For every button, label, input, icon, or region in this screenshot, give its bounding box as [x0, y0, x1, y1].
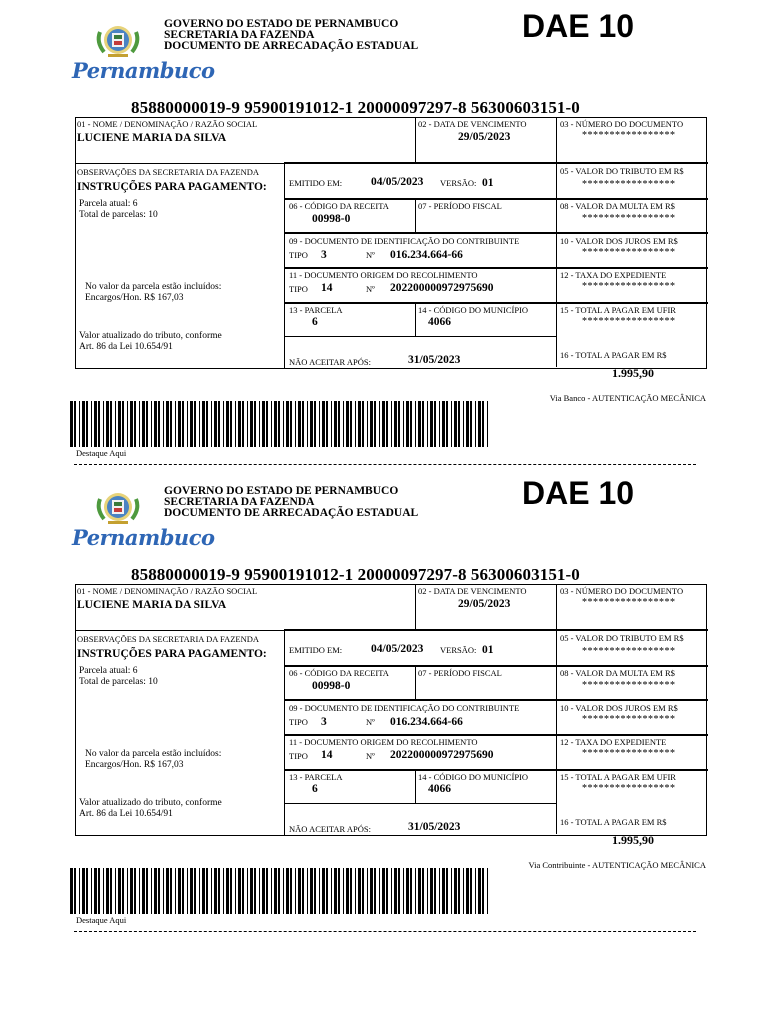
- instrucoes-title: INSTRUÇÕES PARA PAGAMENTO:: [77, 181, 267, 193]
- doc-ident-tipo-label: TIPO: [289, 250, 308, 260]
- atualizado-text-2: Art. 86 da Lei 10.654/91: [79, 809, 173, 819]
- pernambuco-logo: [70, 20, 215, 83]
- dae-copy-banco: [0, 0, 768, 470]
- emitido-em-label: EMITIDO EM:: [289, 645, 343, 655]
- encargos-text-2: Encargos/Hon. R$ 167,03: [85, 760, 184, 770]
- pernambuco-logo: [70, 487, 215, 550]
- digitable-line: 85880000019-9 95900191012-1 20000097297-8 56300603151-0: [131, 98, 580, 117]
- parcela-value: 6: [312, 316, 318, 328]
- valor-juros-value: *****************: [582, 714, 676, 725]
- total-rs-value: 1.995,90: [612, 366, 654, 380]
- numero-doc-label: 03 - NÚMERO DO DOCUMENTO: [560, 119, 684, 129]
- barcode-icon: [70, 868, 490, 914]
- numero-doc-value: *****************: [582, 130, 676, 141]
- dae-form: [75, 117, 707, 380]
- observacoes-label: OBSERVAÇÕES DA SECRETARIA DA FAZENDA: [77, 634, 260, 644]
- parcela-value: 6: [312, 783, 318, 795]
- doc-origem-numero-value: 202200000972975690: [390, 282, 494, 294]
- atualizado-text-2: Art. 86 da Lei 10.654/91: [79, 342, 173, 352]
- emitido-em-label: EMITIDO EM:: [289, 178, 343, 188]
- codigo-municipio-label: 14 - CÓDIGO DO MUNICÍPIO: [418, 305, 529, 315]
- versao-label: VERSÃO:: [440, 645, 477, 655]
- atualizado-text-1: Valor atualizado do tributo, conforme: [79, 798, 222, 808]
- logo-wordmark: Pernambuco: [72, 58, 215, 83]
- doc-origem-numero-value: 202200000972975690: [390, 749, 494, 761]
- valor-tributo-value: *****************: [582, 179, 676, 190]
- valor-juros-label: 10 - VALOR DOS JUROS EM R$: [560, 236, 678, 246]
- parcela-label: 13 - PARCELA: [289, 772, 343, 782]
- versao-value: 01: [482, 177, 494, 189]
- valor-multa-label: 08 - VALOR DA MULTA EM R$: [560, 201, 675, 211]
- nao-aceitar-value: 31/05/2023: [408, 354, 461, 366]
- doc-ident-label: 09 - DOCUMENTO DE IDENTIFICAÇÃO DO CONTRIBUINTE: [289, 703, 520, 713]
- taxa-expediente-label: 12 - TAXA DO EXPEDIENTE: [560, 737, 667, 747]
- doc-origem-tipo-value: 14: [321, 749, 333, 761]
- nome-label: 01 - NOME / DENOMINAÇÃO / RAZÃO SOCIAL: [77, 586, 258, 596]
- numero-doc-label: 03 - NÚMERO DO DOCUMENTO: [560, 586, 684, 596]
- cut-line: [74, 931, 696, 932]
- codigo-receita-label: 06 - CÓDIGO DA RECEITA: [289, 201, 389, 211]
- instrucoes-title: INSTRUÇÕES PARA PAGAMENTO:: [77, 648, 267, 660]
- dae-copy-contribuinte: [0, 467, 768, 937]
- valor-juros-label: 10 - VALOR DOS JUROS EM R$: [560, 703, 678, 713]
- vencimento-label: 02 - DATA DE VENCIMENTO: [418, 586, 527, 596]
- codigo-municipio-value: 4066: [428, 316, 451, 328]
- header-line-secretaria: SECRETARIA DA FAZENDA: [164, 29, 315, 41]
- periodo-fiscal-label: 07 - PERÍODO FISCAL: [418, 668, 502, 678]
- parcela-atual-text: Parcela atual: 6: [79, 666, 138, 676]
- via-autenticacao: Via Contribuinte - AUTENTICAÇÃO MECÂNICA: [528, 860, 706, 870]
- destaque-aqui: Destaque Aqui: [76, 448, 127, 458]
- doc-ident-tipo-value: 3: [321, 249, 327, 261]
- codigo-receita-label: 06 - CÓDIGO DA RECEITA: [289, 668, 389, 678]
- doc-ident-tipo-label: TIPO: [289, 717, 308, 727]
- total-ufir-value: *****************: [582, 783, 676, 794]
- valor-juros-value: *****************: [582, 247, 676, 258]
- total-ufir-label: 15 - TOTAL A PAGAR EM UFIR: [560, 772, 676, 782]
- doc-origem-numero-label: Nº: [366, 284, 375, 294]
- encargos-text-2: Encargos/Hon. R$ 167,03: [85, 293, 184, 303]
- encargos-text-1: No valor da parcela estão incluídos:: [85, 282, 222, 292]
- doc-ident-numero-value: 016.234.664-66: [390, 249, 463, 261]
- doc-origem-tipo-label: TIPO: [289, 284, 308, 294]
- emitido-em-value: 04/05/2023: [371, 643, 424, 655]
- nao-aceitar-label: NÃO ACEITAR APÓS:: [289, 824, 371, 834]
- versao-value: 01: [482, 644, 494, 656]
- atualizado-text-1: Valor atualizado do tributo, conforme: [79, 331, 222, 341]
- periodo-fiscal-label: 07 - PERÍODO FISCAL: [418, 201, 502, 211]
- total-ufir-label: 15 - TOTAL A PAGAR EM UFIR: [560, 305, 676, 315]
- versao-label: VERSÃO:: [440, 178, 477, 188]
- nao-aceitar-value: 31/05/2023: [408, 821, 461, 833]
- total-rs-value: 1.995,90: [612, 833, 654, 847]
- dae-form: [75, 584, 707, 847]
- codigo-municipio-label: 14 - CÓDIGO DO MUNICÍPIO: [418, 772, 529, 782]
- vencimento-label: 02 - DATA DE VENCIMENTO: [418, 119, 527, 129]
- total-parcelas-text: Total de parcelas: 10: [79, 677, 158, 687]
- valor-tributo-label: 05 - VALOR DO TRIBUTO EM R$: [560, 166, 684, 176]
- vencimento-value: 29/05/2023: [458, 598, 511, 610]
- valor-multa-value: *****************: [582, 213, 676, 224]
- cut-line: [74, 464, 696, 465]
- header-line-governo: GOVERNO DO ESTADO DE PERNAMBUCO: [164, 485, 399, 497]
- total-rs-label: 16 - TOTAL A PAGAR EM R$: [560, 817, 667, 827]
- doc-ident-numero-label: Nº: [366, 250, 375, 260]
- valor-multa-value: *****************: [582, 680, 676, 691]
- vencimento-value: 29/05/2023: [458, 131, 511, 143]
- total-parcelas-text: Total de parcelas: 10: [79, 210, 158, 220]
- doc-ident-numero-label: Nº: [366, 717, 375, 727]
- emitido-em-value: 04/05/2023: [371, 176, 424, 188]
- barcode: [70, 401, 490, 447]
- doc-origem-numero-label: Nº: [366, 751, 375, 761]
- doc-origem-label: 11 - DOCUMENTO ORIGEM DO RECOLHIMENTO: [289, 737, 478, 747]
- doc-ident-tipo-value: 3: [321, 716, 327, 728]
- header-line-documento: DOCUMENTO DE ARRECADAÇÃO ESTADUAL: [164, 507, 419, 519]
- codigo-municipio-value: 4066: [428, 783, 451, 795]
- codigo-receita-value: 00998-0: [312, 680, 351, 692]
- observacoes-label: OBSERVAÇÕES DA SECRETARIA DA FAZENDA: [77, 167, 260, 177]
- doc-origem-label: 11 - DOCUMENTO ORIGEM DO RECOLHIMENTO: [289, 270, 478, 280]
- doc-ident-label: 09 - DOCUMENTO DE IDENTIFICAÇÃO DO CONTRIBUINTE: [289, 236, 520, 246]
- encargos-text-1: No valor da parcela estão incluídos:: [85, 749, 222, 759]
- doc-origem-tipo-value: 14: [321, 282, 333, 294]
- parcela-atual-text: Parcela atual: 6: [79, 199, 138, 209]
- doc-ident-numero-value: 016.234.664-66: [390, 716, 463, 728]
- nao-aceitar-label: NÃO ACEITAR APÓS:: [289, 357, 371, 367]
- codigo-receita-value: 00998-0: [312, 213, 351, 225]
- header-line-governo: GOVERNO DO ESTADO DE PERNAMBUCO: [164, 18, 399, 30]
- nome-label: 01 - NOME / DENOMINAÇÃO / RAZÃO SOCIAL: [77, 119, 258, 129]
- taxa-expediente-value: *****************: [582, 281, 676, 292]
- nome-value: LUCIENE MARIA DA SILVA: [77, 132, 227, 144]
- header-line-secretaria: SECRETARIA DA FAZENDA: [164, 496, 315, 508]
- dae-title: DAE 10: [522, 8, 635, 44]
- doc-origem-tipo-label: TIPO: [289, 751, 308, 761]
- dae-title: DAE 10: [522, 475, 635, 511]
- parcela-label: 13 - PARCELA: [289, 305, 343, 315]
- via-autenticacao: Via Banco - AUTENTICAÇÃO MECÂNICA: [549, 393, 706, 403]
- valor-tributo-label: 05 - VALOR DO TRIBUTO EM R$: [560, 633, 684, 643]
- taxa-expediente-value: *****************: [582, 748, 676, 759]
- total-rs-label: 16 - TOTAL A PAGAR EM R$: [560, 350, 667, 360]
- valor-multa-label: 08 - VALOR DA MULTA EM R$: [560, 668, 675, 678]
- header-line-documento: DOCUMENTO DE ARRECADAÇÃO ESTADUAL: [164, 40, 419, 52]
- total-ufir-value: *****************: [582, 316, 676, 327]
- valor-tributo-value: *****************: [582, 646, 676, 657]
- taxa-expediente-label: 12 - TAXA DO EXPEDIENTE: [560, 270, 667, 280]
- logo-wordmark: Pernambuco: [72, 525, 215, 550]
- numero-doc-value: *****************: [582, 597, 676, 608]
- barcode-icon: [70, 401, 490, 447]
- barcode: [70, 868, 490, 914]
- digitable-line: 85880000019-9 95900191012-1 20000097297-8 56300603151-0: [131, 565, 580, 584]
- nome-value: LUCIENE MARIA DA SILVA: [77, 599, 227, 611]
- destaque-aqui: Destaque Aqui: [76, 915, 127, 925]
